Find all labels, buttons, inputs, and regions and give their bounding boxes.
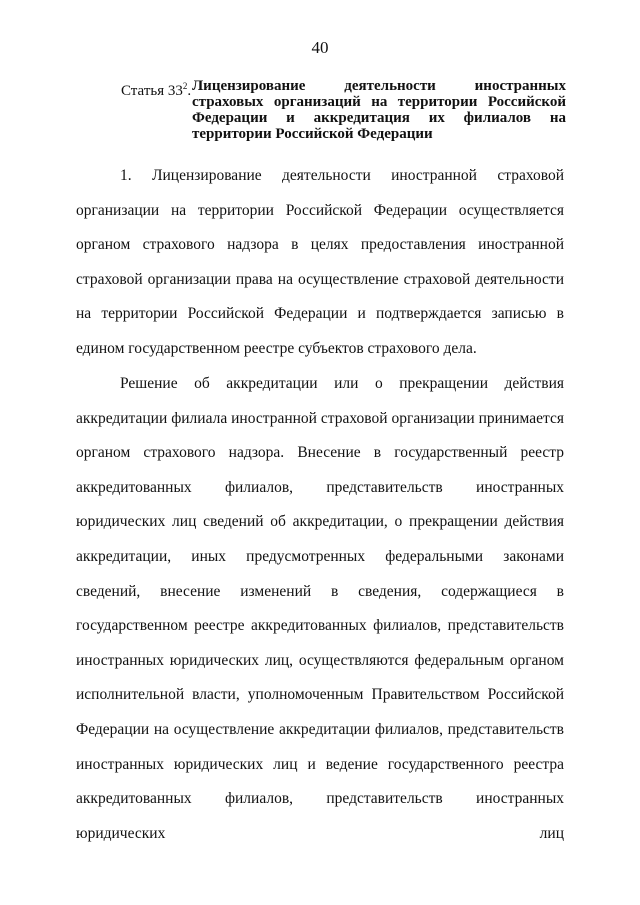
article-number [121, 78, 192, 142]
article-number-text: Статья 33 [121, 83, 183, 99]
article-heading [121, 78, 566, 142]
paragraph-2: Решение об аккредитации или о прекращении действия аккредитации филиала иностранной страховой организации принимается органом страхового надзора. Внесение в государственный реестр аккредитованных филиалов, представительств иностранных юридических лиц сведений об аккредитации, о прекращении действия аккредитации, иных предусмотренных федеральными законами сведений, внесение изменений в сведения, содержащиеся в государственном реестре аккредитованных филиалов, представительств иностранных юридических лиц, осуществляются федеральным органом исполнительной власти, уполномоченным Правительством Российской Федерации на осуществление аккредитации филиалов, представительств иностранных юридических лиц и ведение государственного реестра аккредитованных филиалов, представительств иностранных юридических лиц [76, 375, 564, 842]
page-number: 40 [311, 38, 329, 57]
article-number-superscript: 2 [182, 81, 188, 91]
paragraph-1: 1. Лицензирование деятельности иностранной страховой организации на территории Российской Федерации осуществляется органом страхового надзора в целях предоставления иностранной страховой организации права на осуществление страховой деятельности на территории Российской Федерации и подтверждается записью в едином государственном реестре субъектов страхового дела. [76, 167, 564, 357]
article-number-dot: . [187, 83, 192, 99]
article-title: Лицензирование деятельности иностранных страховых организаций на территории Российской Федерации и аккредитация их филиалов на территории Российской Федерации [192, 78, 566, 142]
